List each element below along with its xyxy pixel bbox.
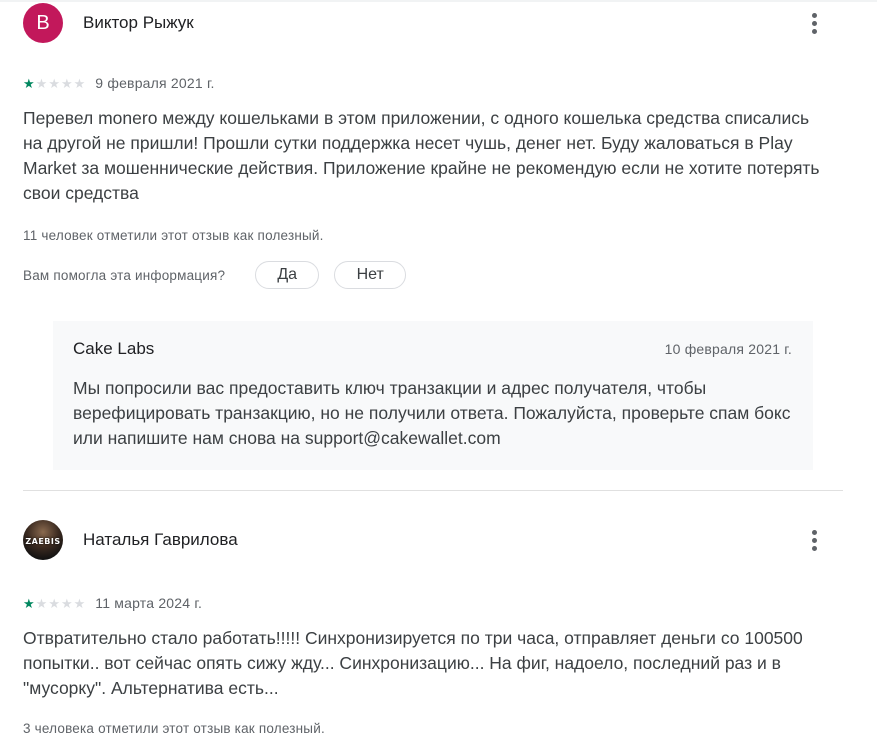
star-rating (23, 597, 85, 610)
helpful-question: Вам помогла эта информация? (23, 267, 226, 283)
star-icon: ★ (35, 595, 48, 611)
top-edge (0, 0, 877, 2)
more-vert-icon[interactable] (802, 11, 826, 35)
review-date: 9 февраля 2021 г. (95, 75, 215, 91)
avatar-caption: ZAEBIS (25, 536, 61, 546)
review-divider (23, 490, 843, 491)
developer-reply (53, 321, 813, 470)
review-author: Наталья Гаврилова (83, 530, 238, 549)
developer-reply-text: Мы попросили вас предоставить ключ транзакции и адрес получателя, чтобы верефицировать транзакцию, но не получили ответа. Пожалуйста, проверьте спам бокс или напишите нам снова на support@cakewallet.com (73, 378, 791, 448)
avatar (23, 3, 63, 43)
star-icon: ★ (23, 595, 35, 611)
review-text: Перевел monero между кошельками в этом приложении, с одного кошелька средства списались на другой не пришли! Прошли сутки поддержка несет чушь, денег нет. Буду жаловаться в Play Market за мошеннические действия. Приложение крайне не рекомендую если не хотите потерять свои средства (23, 108, 820, 203)
helpful-prompt (23, 260, 421, 290)
helpful-no-button[interactable]: Нет (334, 261, 406, 289)
helpful-yes-button[interactable]: Да (255, 261, 319, 289)
avatar (23, 520, 63, 560)
review-header (23, 3, 843, 43)
review-meta (23, 75, 215, 91)
avatar-letter: В (36, 11, 50, 34)
star-icon: ★ (48, 595, 60, 611)
developer-reply-date: 10 февраля 2021 г. (664, 341, 792, 357)
helpful-count: 3 человека отметили этот отзыв как полезный. (23, 721, 325, 736)
star-icon: ★ (60, 595, 73, 611)
star-icon: ★ (73, 75, 86, 91)
more-vert-icon[interactable] (802, 528, 826, 552)
review-date: 11 марта 2024 г. (95, 595, 203, 611)
review-header (23, 520, 843, 560)
star-icon: ★ (48, 75, 60, 91)
review-text: Отвратительно стало работать!!!!! Синхронизируется по три часа, отправляет деньги со 100500 попытки.. вот сейчас опять сижу жду... Синхронизацию... На фиг, надоело, последний раз и в "мусорку". Альтернатива есть... (23, 628, 803, 698)
star-icon: ★ (35, 75, 48, 91)
helpful-count: 11 человек отметили этот отзыв как полезный. (23, 228, 324, 243)
review-author: Виктор Рыжук (83, 13, 194, 32)
star-rating (23, 77, 85, 90)
star-icon: ★ (60, 75, 73, 91)
star-icon: ★ (73, 595, 86, 611)
star-icon: ★ (23, 75, 35, 91)
review-meta (23, 595, 202, 611)
developer-name: Cake Labs (73, 339, 155, 358)
